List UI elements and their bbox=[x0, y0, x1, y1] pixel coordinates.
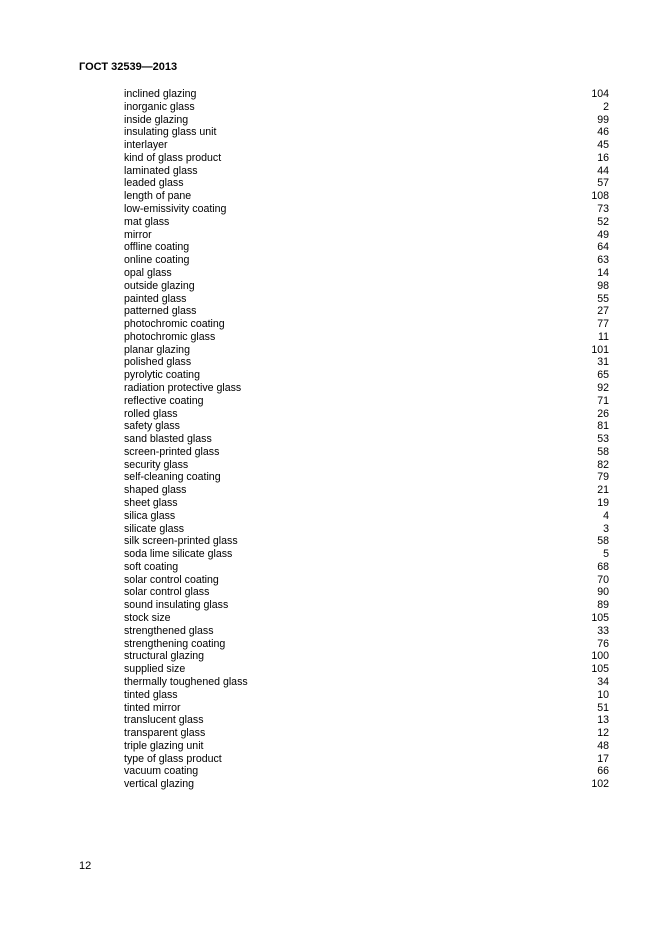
term-index-row bbox=[124, 88, 609, 101]
term-index-row bbox=[124, 689, 609, 702]
term-name: silicate glass bbox=[124, 522, 185, 535]
term-index-row bbox=[124, 344, 609, 357]
term-index-row bbox=[124, 408, 609, 421]
term-number: 13 bbox=[597, 714, 609, 727]
term-name: inorganic glass bbox=[124, 100, 195, 113]
term-number: 49 bbox=[597, 228, 609, 241]
term-index-row bbox=[124, 523, 609, 536]
term-index-list bbox=[124, 88, 609, 791]
term-number: 71 bbox=[597, 394, 609, 407]
term-number: 21 bbox=[597, 484, 609, 497]
term-index-row bbox=[124, 254, 609, 267]
term-name: vertical glazing bbox=[124, 778, 195, 791]
term-name: painted glass bbox=[124, 292, 187, 305]
term-index-row bbox=[124, 676, 609, 689]
term-number: 31 bbox=[597, 356, 609, 369]
term-index-row bbox=[124, 165, 609, 178]
term-index-row bbox=[124, 663, 609, 676]
term-index-row bbox=[124, 216, 609, 229]
term-index-row bbox=[124, 331, 609, 344]
term-name: transparent glass bbox=[124, 727, 206, 740]
term-index-row bbox=[124, 433, 609, 446]
term-index-row bbox=[124, 229, 609, 242]
term-name: self-cleaning coating bbox=[124, 471, 221, 484]
term-number: 100 bbox=[591, 650, 609, 663]
term-number: 52 bbox=[597, 215, 609, 228]
term-index-row bbox=[124, 177, 609, 190]
term-number: 44 bbox=[597, 164, 609, 177]
term-number: 46 bbox=[597, 126, 609, 139]
term-number: 82 bbox=[597, 458, 609, 471]
term-number: 64 bbox=[597, 241, 609, 254]
term-name: supplied size bbox=[124, 663, 186, 676]
term-number: 11 bbox=[598, 330, 609, 343]
term-index-row bbox=[124, 190, 609, 203]
term-number: 76 bbox=[597, 637, 609, 650]
term-number: 2 bbox=[603, 100, 609, 113]
term-name: solar control coating bbox=[124, 573, 219, 586]
term-name: insulating glass unit bbox=[124, 126, 217, 139]
term-name: planar glazing bbox=[124, 343, 190, 356]
term-index-row bbox=[124, 574, 609, 587]
term-index-row bbox=[124, 702, 609, 715]
term-number: 101 bbox=[591, 343, 609, 356]
term-number: 63 bbox=[597, 254, 609, 267]
document-header: ГОСТ 32539—2013 bbox=[79, 61, 178, 73]
term-name: translucent glass bbox=[124, 714, 204, 727]
term-index-row bbox=[124, 101, 609, 114]
term-name: outside glazing bbox=[124, 279, 195, 292]
term-index-row bbox=[124, 139, 609, 152]
term-number: 79 bbox=[597, 471, 609, 484]
term-name: radiation protective glass bbox=[124, 381, 242, 394]
term-number: 89 bbox=[597, 599, 609, 612]
term-index-row bbox=[124, 612, 609, 625]
term-index-row bbox=[124, 650, 609, 663]
term-number: 14 bbox=[597, 266, 609, 279]
term-name: mat glass bbox=[124, 215, 170, 228]
term-index-row bbox=[124, 714, 609, 727]
term-index-row bbox=[124, 548, 609, 561]
term-name: low-emissivity coating bbox=[124, 203, 227, 216]
term-name: inclined glazing bbox=[124, 88, 197, 100]
term-name: interlayer bbox=[124, 139, 168, 152]
term-name: tinted glass bbox=[124, 688, 178, 701]
term-name: structural glazing bbox=[124, 650, 205, 663]
term-index-row bbox=[124, 497, 609, 510]
term-index-row bbox=[124, 356, 609, 369]
term-index-row bbox=[124, 638, 609, 651]
term-name: sand blasted glass bbox=[124, 433, 212, 446]
term-name: vacuum coating bbox=[124, 765, 199, 778]
term-index-row bbox=[124, 740, 609, 753]
term-name: type of glass product bbox=[124, 752, 222, 765]
term-name: pyrolytic coating bbox=[124, 369, 200, 382]
term-number: 105 bbox=[591, 612, 609, 625]
term-number: 108 bbox=[591, 190, 609, 203]
term-number: 51 bbox=[597, 701, 609, 714]
term-name: triple glazing unit bbox=[124, 739, 204, 752]
term-index-row bbox=[124, 753, 609, 766]
term-number: 92 bbox=[597, 381, 609, 394]
term-name: security glass bbox=[124, 458, 189, 471]
term-name: photochromic coating bbox=[124, 318, 225, 331]
term-number: 45 bbox=[597, 139, 609, 152]
term-name: photochromic glass bbox=[124, 330, 216, 343]
term-index-row bbox=[124, 625, 609, 638]
term-number: 102 bbox=[591, 778, 609, 791]
term-index-row bbox=[124, 446, 609, 459]
term-name: stock size bbox=[124, 612, 171, 625]
term-number: 53 bbox=[597, 433, 609, 446]
term-index-row bbox=[124, 778, 609, 791]
term-name: rolled glass bbox=[124, 407, 178, 420]
term-index-row bbox=[124, 535, 609, 548]
term-number: 81 bbox=[597, 420, 609, 433]
term-name: strengthened glass bbox=[124, 624, 214, 637]
term-name: length of pane bbox=[124, 190, 192, 203]
term-name: safety glass bbox=[124, 420, 180, 433]
term-number: 58 bbox=[597, 535, 609, 548]
term-number: 77 bbox=[597, 318, 609, 331]
term-number: 48 bbox=[597, 739, 609, 752]
term-name: screen-printed glass bbox=[124, 445, 220, 458]
term-name: leaded glass bbox=[124, 177, 184, 190]
term-index-row bbox=[124, 305, 609, 318]
term-index-row bbox=[124, 484, 609, 497]
term-name: inside glazing bbox=[124, 113, 189, 126]
term-number: 57 bbox=[597, 177, 609, 190]
term-index-row bbox=[124, 203, 609, 216]
term-name: soda lime silicate glass bbox=[124, 548, 233, 561]
term-index-row bbox=[124, 586, 609, 599]
term-name: thermally toughened glass bbox=[124, 675, 248, 688]
term-number: 90 bbox=[597, 586, 609, 599]
term-index-row bbox=[124, 293, 609, 306]
term-number: 19 bbox=[597, 497, 609, 509]
term-name: reflective coating bbox=[124, 394, 204, 407]
term-name: laminated glass bbox=[124, 164, 198, 177]
term-name: solar control glass bbox=[124, 586, 210, 599]
term-name: online coating bbox=[124, 254, 190, 267]
term-index-row bbox=[124, 510, 609, 523]
term-number: 34 bbox=[597, 675, 609, 688]
term-index-row bbox=[124, 459, 609, 472]
term-number: 26 bbox=[597, 407, 609, 420]
term-number: 4 bbox=[603, 509, 609, 522]
term-number: 10 bbox=[597, 688, 609, 701]
term-index-row bbox=[124, 126, 609, 139]
term-number: 99 bbox=[597, 113, 609, 126]
term-index-row bbox=[124, 369, 609, 382]
term-number: 27 bbox=[597, 305, 609, 318]
term-index-row bbox=[124, 114, 609, 127]
term-name: silica glass bbox=[124, 509, 176, 522]
term-name: offline coating bbox=[124, 241, 190, 254]
term-number: 98 bbox=[597, 279, 609, 292]
term-index-row bbox=[124, 471, 609, 484]
term-number: 12 bbox=[597, 727, 609, 740]
term-name: kind of glass product bbox=[124, 151, 222, 164]
term-index-row bbox=[124, 420, 609, 433]
term-number: 58 bbox=[597, 445, 609, 458]
term-number: 66 bbox=[597, 765, 609, 778]
term-index-row bbox=[124, 727, 609, 740]
term-number: 68 bbox=[597, 560, 609, 573]
term-index-row bbox=[124, 561, 609, 574]
term-index-row bbox=[124, 382, 609, 395]
term-number: 73 bbox=[597, 203, 609, 216]
term-number: 104 bbox=[591, 88, 609, 100]
term-name: sheet glass bbox=[124, 497, 178, 509]
term-index-row bbox=[124, 280, 609, 293]
term-number: 105 bbox=[591, 663, 609, 676]
term-name: opal glass bbox=[124, 266, 172, 279]
term-number: 16 bbox=[597, 151, 609, 164]
term-name: polished glass bbox=[124, 356, 192, 369]
term-name: soft coating bbox=[124, 560, 179, 573]
term-index-row bbox=[124, 318, 609, 331]
page-number: 12 bbox=[79, 860, 92, 872]
term-name: mirror bbox=[124, 228, 152, 241]
term-name: strengthening coating bbox=[124, 637, 226, 650]
term-number: 65 bbox=[597, 369, 609, 382]
term-index-row bbox=[124, 267, 609, 280]
term-number: 17 bbox=[597, 752, 609, 765]
term-number: 3 bbox=[603, 522, 609, 535]
term-index-row bbox=[124, 599, 609, 612]
term-name: shaped glass bbox=[124, 484, 187, 497]
term-index-row bbox=[124, 241, 609, 254]
term-index-row bbox=[124, 395, 609, 408]
term-name: silk screen-printed glass bbox=[124, 535, 238, 548]
term-number: 70 bbox=[597, 573, 609, 586]
term-name: tinted mirror bbox=[124, 701, 181, 714]
term-name: patterned glass bbox=[124, 305, 197, 318]
term-number: 33 bbox=[597, 624, 609, 637]
term-index-row bbox=[124, 152, 609, 165]
term-number: 55 bbox=[597, 292, 609, 305]
term-name: sound insulating glass bbox=[124, 599, 229, 612]
term-index-row bbox=[124, 765, 609, 778]
term-number: 5 bbox=[603, 548, 609, 561]
